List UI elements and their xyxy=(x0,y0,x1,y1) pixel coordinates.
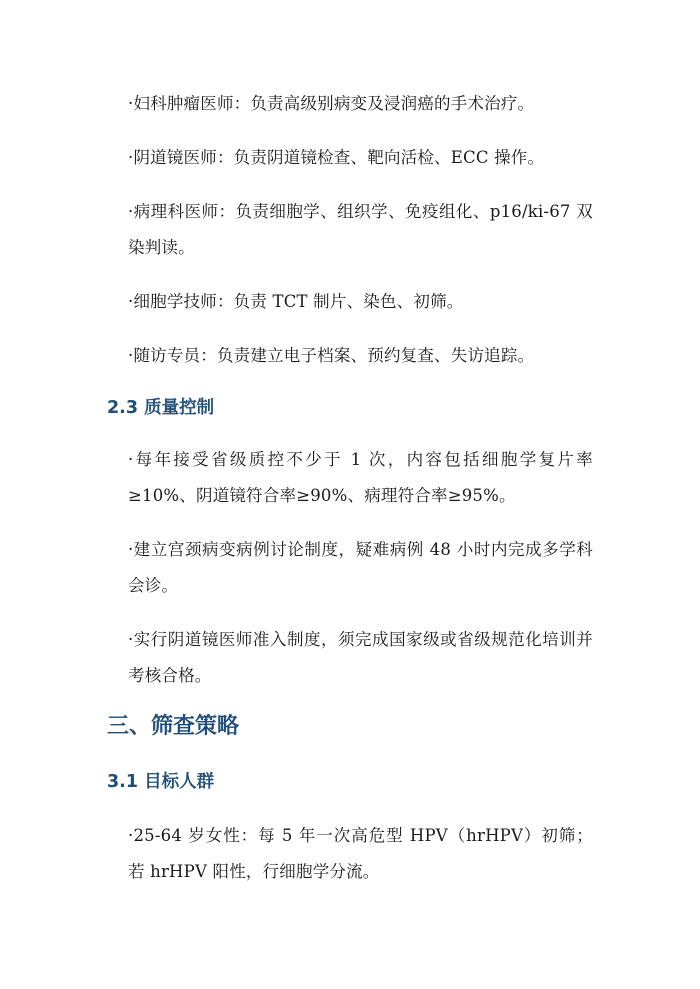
quality-item-colposcopist-access: ·实行阴道镜医师准入制度，须完成国家级或省级规范化培训并考核合格。 xyxy=(128,630,593,685)
section-heading-target-population: 3.1 目标人群 xyxy=(107,772,215,792)
chapter-heading-screening-strategy: 三、筛查策略 xyxy=(107,714,240,739)
role-gyn-oncologist: ·妇科肿瘤医师：负责高级别病变及浸润癌的手术治疗。 xyxy=(128,94,535,113)
role-colposcopist: ·阴道镜医师：负责阴道镜检查、靶向活检、ECC 操作。 xyxy=(128,148,545,167)
target-population-item: ·25-64 岁女性：每 5 年一次高危型 HPV（hrHPV）初筛；若 hrHPV 阳性，行细胞学分流。 xyxy=(128,826,593,881)
quality-item-provincial-qc: ·每年接受省级质控不少于 1 次，内容包括细胞学复片率≥10%、阴道镜符合率≥90%、病理符合率≥95%。 xyxy=(128,450,593,505)
role-pathologist: ·病理科医师：负责细胞学、组织学、免疫组化、p16/ki-67 双染判读。 xyxy=(128,202,593,257)
section-heading-quality-control: 2.3 质量控制 xyxy=(107,398,215,418)
role-follow-up-specialist: ·随访专员：负责建立电子档案、预约复查、失访追踪。 xyxy=(128,346,535,365)
quality-item-case-discussion: ·建立宫颈病变病例讨论制度，疑难病例 48 小时内完成多学科会诊。 xyxy=(128,540,593,595)
role-cytotechnologist: ·细胞学技师：负责 TCT 制片、染色、初筛。 xyxy=(128,292,464,311)
